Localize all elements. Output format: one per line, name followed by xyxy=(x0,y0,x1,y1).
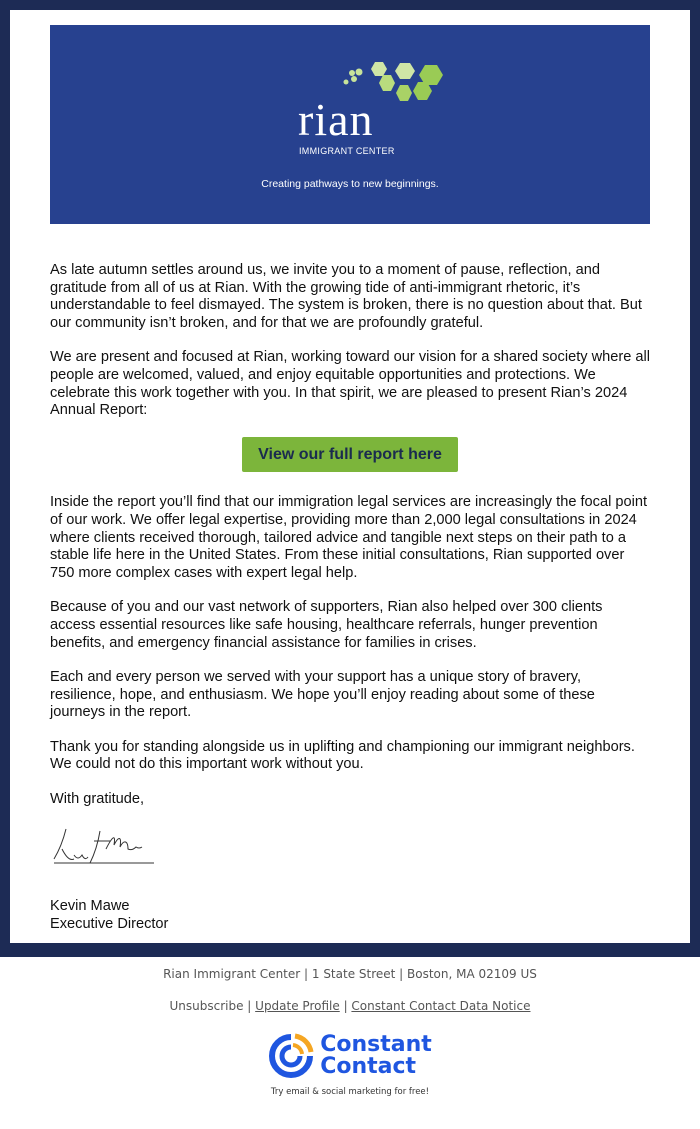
footer-address: Rian Immigrant Center | 1 State Street | Boston, MA 02109 US xyxy=(163,967,537,982)
paragraph: Each and every person we served with your support has a unique story of bravery, resilience, hope, and enthusiasm. We hope you’ll enjoy reading about some of these journeys in the report. xyxy=(50,669,595,721)
email-card xyxy=(10,10,690,943)
signer-name: Kevin Mawe xyxy=(50,898,130,915)
footer xyxy=(0,957,700,1097)
header-banner xyxy=(50,25,650,224)
logo-subtitle: IMMIGRANT CENTER xyxy=(299,146,395,156)
constant-contact-logo[interactable] xyxy=(0,1033,700,1079)
signature-image xyxy=(50,819,170,879)
banner-tagline: Creating pathways to new beginnings. xyxy=(261,178,439,190)
cc-line1: Constant xyxy=(320,1032,432,1058)
paragraph: Thank you for standing alongside us in uplifting and championing our immigrant neighbors. We could not do this important work without you. xyxy=(50,738,635,773)
cc-line2: Contact xyxy=(320,1054,417,1080)
update-profile-link[interactable]: Update Profile xyxy=(255,999,340,1014)
separator: | xyxy=(243,999,256,1014)
data-notice-link[interactable]: Constant Contact Data Notice xyxy=(351,999,531,1014)
unsubscribe-link[interactable]: Unsubscribe xyxy=(169,999,244,1014)
paragraph: Because of you and our vast network of supporters, Rian also helped over 300 clients access essential resources like safe housing, healthcare referrals, hunger prevention benefits, and emergency financial assistance for families in crises. xyxy=(50,599,603,651)
closing: With gratitude, xyxy=(50,791,145,808)
paragraph: As late autumn settles around us, we invite you to a moment of pause, reflection, and gratitude from all of us at Rian. With the growing tide of anti-immigrant rhetoric, it’s understandable to feel dismayed. The system is broken, there is no question about that. But our community isn’t broken, and for that we are profoundly grateful. xyxy=(50,262,642,331)
logo-wordmark: rian xyxy=(298,94,374,145)
paragraph: We are present and focused at Rian, working toward our vision for a shared society where all people are welcomed, valued, and enjoy equitable opportunities and protections. We celebrate this work together with you. In that spirit, we are pleased to present Rian’s 2024 Annual Report: xyxy=(50,349,651,419)
separator: | xyxy=(339,999,352,1014)
view-report-button[interactable]: View our full report here xyxy=(242,437,458,473)
cc-tagline[interactable]: Try email & social marketing for free! xyxy=(270,1087,430,1098)
constant-contact-icon xyxy=(268,1033,314,1079)
letter-body xyxy=(50,224,650,933)
paragraph: Inside the report you’ll find that our immigration legal services are increasingly the focal point of our work. We offer legal expertise, providing more than 2,000 legal consultations in 2024 where clients received thorough, tailored advice and tangible next steps on their path to a stable life here in the United States. From these initial consultations, Rian supported over 750 more complex cases with expert legal help. xyxy=(50,494,648,581)
signer-title: Executive Director xyxy=(50,915,169,932)
